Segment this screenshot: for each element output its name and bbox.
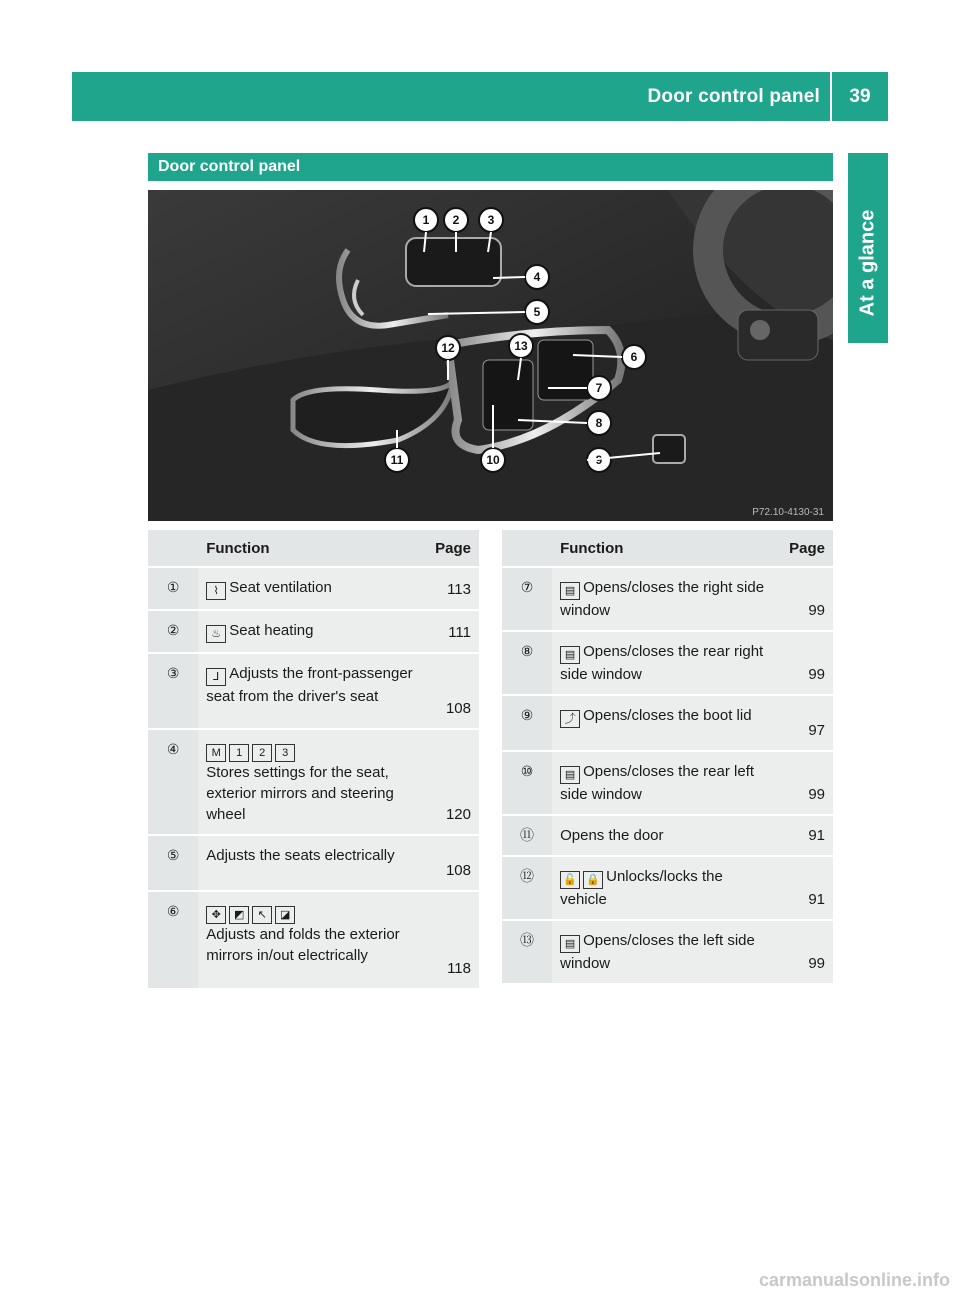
- callout-12-label: 12: [441, 341, 455, 355]
- row-page: 108: [421, 653, 479, 729]
- row-function: [198, 729, 421, 835]
- row-number: ⑤: [148, 835, 198, 891]
- row-number: ⑦: [502, 567, 552, 631]
- table-row: [502, 567, 833, 631]
- row-page: 91: [775, 856, 833, 920]
- row-number: ③: [148, 653, 198, 729]
- row-function: [198, 891, 421, 989]
- table-row: [148, 891, 479, 989]
- row-page: 99: [775, 751, 833, 815]
- table-row: [148, 653, 479, 729]
- mirror-icons: [206, 901, 413, 924]
- seat-heat-icon: ♨: [206, 625, 226, 643]
- row-number: ⑬: [502, 920, 552, 984]
- row-number: ②: [148, 610, 198, 653]
- row-function: [552, 920, 775, 984]
- callout-10-label: 10: [486, 453, 500, 467]
- header-function: Function: [552, 530, 775, 567]
- row-page: 118: [421, 891, 479, 989]
- row-number: ⑩: [502, 751, 552, 815]
- callout-6-label: 6: [630, 350, 638, 364]
- callout-11-label: 11: [390, 453, 404, 467]
- section-title: Door control panel: [158, 158, 301, 175]
- row-text: Adjusts and folds the exterior mirrors in/out electrically: [206, 926, 400, 964]
- chapter-tab-label: At a glance: [856, 209, 879, 317]
- row-page: 113: [421, 567, 479, 610]
- row-text: Opens/closes the rear right side window: [560, 643, 764, 683]
- function-table-left: [148, 530, 479, 990]
- header-page: Page: [775, 530, 833, 567]
- row-page: 97: [775, 695, 833, 751]
- figure-code: P72.10-4130-31: [752, 507, 824, 518]
- callout-7-label: 7: [595, 381, 603, 395]
- row-page: 111: [421, 610, 479, 653]
- callout-3-label: 3: [487, 213, 495, 227]
- row-page: 99: [775, 631, 833, 695]
- header-function: Function: [198, 530, 421, 567]
- mirror-fold-icon: ↖: [252, 906, 272, 924]
- page-number: 39: [849, 85, 871, 107]
- row-text: Seat heating: [229, 622, 314, 639]
- window-icon: ▤: [560, 935, 580, 953]
- row-text: Unlocks/locks the vehicle: [560, 868, 723, 908]
- section-heading: [148, 153, 833, 181]
- table-row: [148, 835, 479, 891]
- memory-2-icon: 2: [252, 744, 272, 762]
- table-row: [148, 610, 479, 653]
- table-header-row: [148, 530, 479, 567]
- table-row: [502, 920, 833, 984]
- row-text: Opens/closes the rear left side window: [560, 763, 755, 803]
- window-icon: ▤: [560, 766, 580, 784]
- watermark: carmanualsonline.info: [758, 1270, 950, 1290]
- memory-m-icon: M: [206, 744, 226, 762]
- header-number: [148, 530, 198, 567]
- row-number: ①: [148, 567, 198, 610]
- table-row: [502, 695, 833, 751]
- table-row: [148, 567, 479, 610]
- table-row: [502, 631, 833, 695]
- memory-icons: [206, 739, 413, 762]
- mirror-left-icon: ◩: [229, 906, 249, 924]
- table-row: [502, 815, 833, 856]
- row-text: Stores settings for the seat, exterior mirrors and steering wheel: [206, 764, 394, 823]
- row-page: 99: [775, 567, 833, 631]
- row-function: Adjusts the seats electrically: [198, 835, 421, 891]
- row-text: Opens/closes the left side window: [560, 932, 755, 972]
- header-number: [502, 530, 552, 567]
- row-function: [552, 695, 775, 751]
- header-page: Page: [421, 530, 479, 567]
- row-text: Adjusts the front-passenger seat from the driver's seat: [206, 665, 413, 705]
- row-function: [552, 751, 775, 815]
- row-number: ⑫: [502, 856, 552, 920]
- row-number: ⑪: [502, 815, 552, 856]
- callout-8-label: 8: [595, 416, 603, 430]
- memory-1-icon: 1: [229, 744, 249, 762]
- row-text: Opens/closes the boot lid: [583, 707, 752, 724]
- table-header-row: [502, 530, 833, 567]
- row-function: [198, 610, 421, 653]
- row-function: [552, 567, 775, 631]
- seat-vent-icon: ⌇: [206, 582, 226, 600]
- table-row: [502, 751, 833, 815]
- row-number: ⑥: [148, 891, 198, 989]
- row-page: 91: [775, 815, 833, 856]
- mirror-right-icon: ◪: [275, 906, 295, 924]
- window-icon: ▤: [560, 646, 580, 664]
- row-function: Opens the door: [552, 815, 775, 856]
- window-icon: ▤: [560, 582, 580, 600]
- header-title: Door control panel: [647, 85, 820, 107]
- table-row: [148, 729, 479, 835]
- function-table-right: [502, 530, 833, 985]
- table-row: [502, 856, 833, 920]
- callout-1-label: 1: [422, 213, 430, 227]
- row-function: [552, 856, 775, 920]
- row-number: ⑧: [502, 631, 552, 695]
- page-header: [72, 72, 888, 121]
- callout-5-label: 5: [533, 305, 541, 319]
- row-text: Opens/closes the right side window: [560, 579, 765, 619]
- passenger-seat-icon: ⅃: [206, 668, 226, 686]
- row-function: [198, 653, 421, 729]
- door-panel-figure: [148, 190, 833, 521]
- row-number: ④: [148, 729, 198, 835]
- door-panel-illustration: [148, 190, 833, 521]
- memory-3-icon: 3: [275, 744, 295, 762]
- row-number: ⑨: [502, 695, 552, 751]
- callout-13-label: 13: [514, 339, 528, 353]
- mirror-adjust-icon: ✥: [206, 906, 226, 924]
- chapter-tab: [848, 153, 888, 343]
- boot-lid-icon: ⤴: [560, 710, 580, 728]
- callout-2-label: 2: [452, 213, 460, 227]
- row-text: Seat ventilation: [229, 579, 332, 596]
- row-page: 108: [421, 835, 479, 891]
- row-function: [552, 631, 775, 695]
- row-page: 99: [775, 920, 833, 984]
- callout-4-label: 4: [533, 270, 541, 284]
- row-function: [198, 567, 421, 610]
- callout-9-label: 9: [595, 453, 603, 467]
- row-page: 120: [421, 729, 479, 835]
- unlock-icon: 🔓: [560, 871, 580, 889]
- lock-icon: 🔒: [583, 871, 603, 889]
